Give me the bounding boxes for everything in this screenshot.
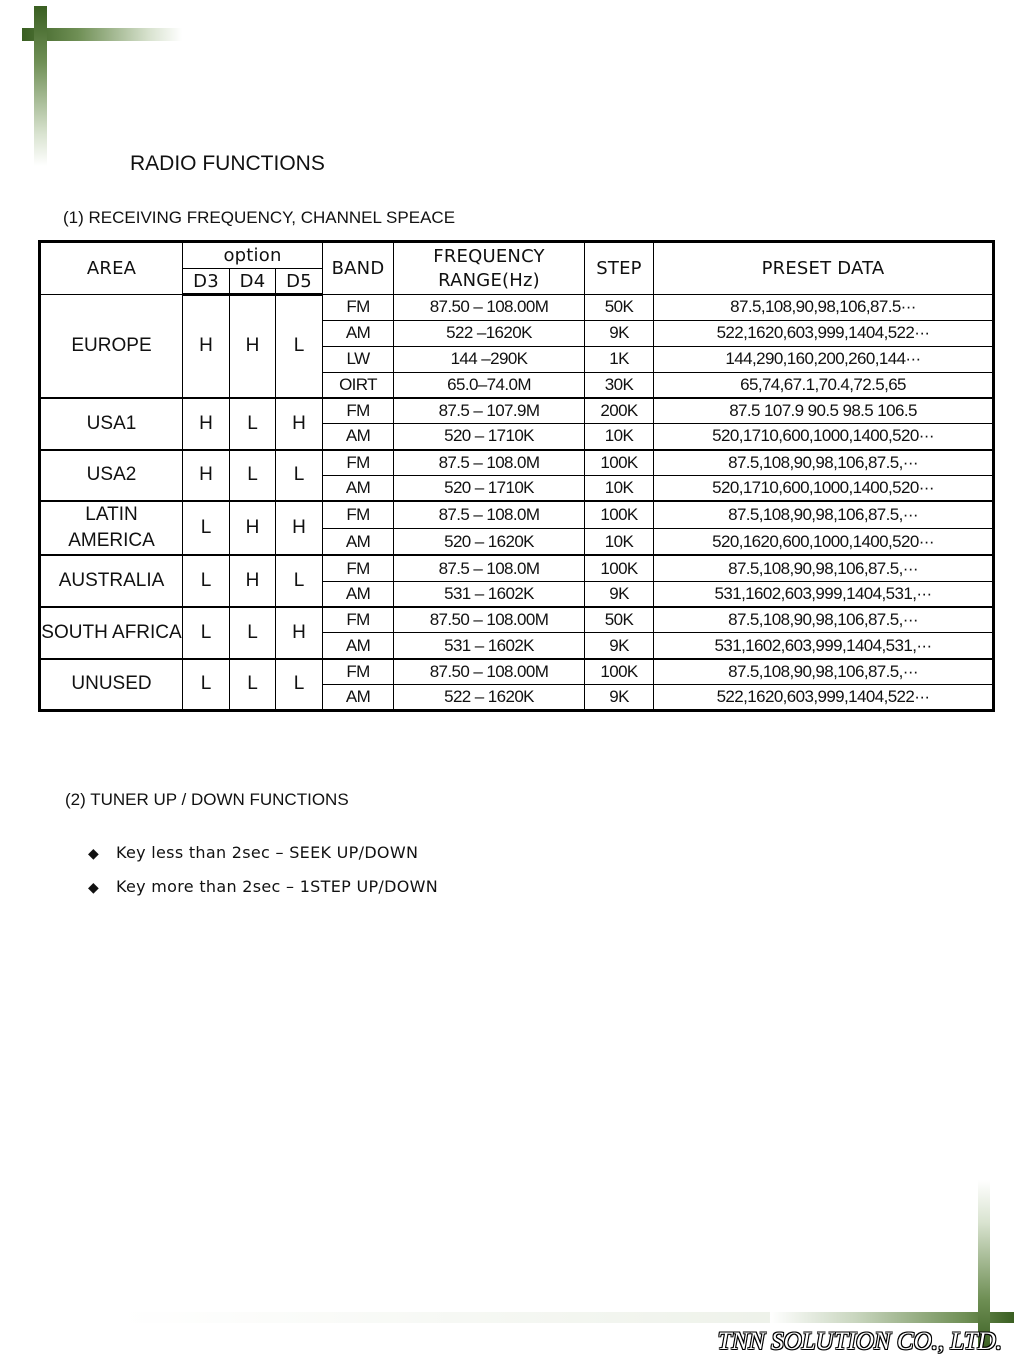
option-d5-cell: H [276, 398, 323, 450]
bullet-item [88, 843, 418, 862]
diamond-bullet-icon: ◆ [88, 846, 100, 862]
band-cell: AM [323, 581, 394, 607]
area-cell: EUROPE [40, 295, 183, 398]
bullet-text: Key more than 2sec – 1STEP UP/DOWN [116, 877, 439, 896]
option-d5-cell: L [276, 450, 323, 502]
preset-data-cell: 520,1710,600,1000,1400,520··· [654, 424, 994, 450]
header-frequency-line2: RANGE(Hz) [438, 269, 540, 291]
bullet-text: Key less than 2sec – SEEK UP/DOWN [116, 843, 419, 862]
bottom-rule-fade [120, 1312, 770, 1323]
table-row [40, 295, 994, 321]
option-d4-cell: L [230, 659, 276, 711]
header-d5: D5 [276, 269, 323, 295]
preset-data-cell: 531,1602,603,999,1404,531,··· [654, 633, 994, 659]
band-cell: AM [323, 475, 394, 501]
band-cell: AM [323, 633, 394, 659]
header-frequency-range [394, 242, 585, 295]
band-cell: LW [323, 346, 394, 372]
option-d5-cell: L [276, 295, 323, 398]
header-band: BAND [323, 242, 394, 295]
preset-data-cell: 87.5,108,90,98,106,87.5,··· [654, 607, 994, 633]
header-d4: D4 [230, 269, 276, 295]
preset-data-cell: 531,1602,603,999,1404,531,··· [654, 581, 994, 607]
band-cell: AM [323, 685, 394, 711]
frequency-range-cell: 87.50 – 108.00M [394, 295, 585, 321]
area-cell: AUSTRALIA [40, 555, 183, 607]
option-d4-cell: H [230, 295, 276, 398]
band-cell: FM [323, 398, 394, 424]
header-option: option [183, 242, 323, 269]
option-d4-cell: H [230, 555, 276, 607]
option-d4-cell: L [230, 607, 276, 659]
option-d5-cell: L [276, 659, 323, 711]
header-d3: D3 [183, 269, 230, 295]
frequency-range-cell: 522 –1620K [394, 320, 585, 346]
frequency-range-cell: 87.5 – 108.0M [394, 450, 585, 476]
table-row [40, 607, 994, 633]
option-d3-cell: H [183, 450, 230, 502]
section-heading-tuner-functions: (2) TUNER UP / DOWN FUNCTIONS [65, 790, 349, 809]
preset-data-cell: 87.5,108,90,98,106,87.5,··· [654, 450, 994, 476]
band-cell: AM [323, 528, 394, 555]
step-cell: 9K [585, 685, 654, 711]
corner-decoration-bottom-right-vertical [978, 1180, 990, 1350]
band-cell: AM [323, 320, 394, 346]
preset-data-cell: 520,1620,600,1000,1400,520··· [654, 528, 994, 555]
company-footer: TNN SOLUTION CO., LTD. [717, 1328, 1002, 1355]
band-cell: OIRT [323, 372, 394, 398]
page-title: RADIO FUNCTIONS [130, 152, 325, 175]
option-d3-cell: H [183, 295, 230, 398]
option-d3-cell: L [183, 607, 230, 659]
table-row [40, 450, 994, 476]
step-cell: 200K [585, 398, 654, 424]
frequency-range-cell: 65.0–74.0M [394, 372, 585, 398]
band-cell: FM [323, 450, 394, 476]
step-cell: 1K [585, 346, 654, 372]
step-cell: 10K [585, 528, 654, 555]
frequency-range-cell: 87.5 – 108.0M [394, 555, 585, 581]
area-cell: UNUSED [40, 659, 183, 711]
band-cell: FM [323, 295, 394, 321]
option-d4-cell: L [230, 450, 276, 502]
frequency-range-cell: 87.5 – 108.0M [394, 501, 585, 528]
table-row [40, 555, 994, 581]
step-cell: 30K [585, 372, 654, 398]
frequency-range-cell: 531 – 1602K [394, 633, 585, 659]
preset-data-cell: 520,1710,600,1000,1400,520··· [654, 475, 994, 501]
diamond-bullet-icon: ◆ [88, 880, 100, 896]
preset-data-cell: 522,1620,603,999,1404,522··· [654, 685, 994, 711]
band-cell: FM [323, 501, 394, 528]
table-row [40, 398, 994, 424]
header-area: AREA [40, 242, 183, 295]
option-d5-cell: H [276, 501, 323, 555]
preset-data-cell: 87.5,108,90,98,106,87.5,··· [654, 501, 994, 528]
step-cell: 100K [585, 555, 654, 581]
table-row [40, 659, 994, 685]
frequency-range-cell: 520 – 1710K [394, 475, 585, 501]
band-cell: FM [323, 607, 394, 633]
frequency-range-cell: 520 – 1620K [394, 528, 585, 555]
table-row [40, 501, 994, 528]
preset-data-cell: 522,1620,603,999,1404,522··· [654, 320, 994, 346]
step-cell: 10K [585, 424, 654, 450]
step-cell: 9K [585, 320, 654, 346]
bullet-item [88, 877, 438, 896]
preset-data-cell: 87.5 107.9 90.5 98.5 106.5 [654, 398, 994, 424]
header-preset-data: PRESET DATA [654, 242, 994, 295]
frequency-table [38, 240, 995, 712]
option-d3-cell: L [183, 555, 230, 607]
option-d5-cell: H [276, 607, 323, 659]
option-d4-cell: H [230, 501, 276, 555]
preset-data-cell: 144,290,160,200,260,144··· [654, 346, 994, 372]
step-cell: 10K [585, 475, 654, 501]
header-frequency-line1: FREQUENCY [433, 245, 545, 267]
frequency-range-cell: 87.50 – 108.00M [394, 659, 585, 685]
step-cell: 9K [585, 581, 654, 607]
preset-data-cell: 87.5,108,90,98,106,87.5,··· [654, 555, 994, 581]
frequency-range-cell: 144 –290K [394, 346, 585, 372]
step-cell: 100K [585, 659, 654, 685]
area-cell: SOUTH AFRICA [40, 607, 183, 659]
section-heading-receiving-frequency: (1) RECEIVING FREQUENCY, CHANNEL SPEACE [63, 208, 456, 227]
step-cell: 9K [585, 633, 654, 659]
band-cell: FM [323, 555, 394, 581]
header-step: STEP [585, 242, 654, 295]
option-d3-cell: L [183, 659, 230, 711]
option-d5-cell: L [276, 555, 323, 607]
step-cell: 100K [585, 450, 654, 476]
frequency-range-cell: 520 – 1710K [394, 424, 585, 450]
corner-decoration-top-left-vertical [34, 6, 47, 166]
frequency-range-cell: 87.5 – 107.9M [394, 398, 585, 424]
band-cell: AM [323, 424, 394, 450]
step-cell: 50K [585, 295, 654, 321]
preset-data-cell: 65,74,67.1,70.4,72.5,65 [654, 372, 994, 398]
option-d4-cell: L [230, 398, 276, 450]
frequency-range-cell: 87.50 – 108.00M [394, 607, 585, 633]
step-cell: 100K [585, 501, 654, 528]
preset-data-cell: 87.5,108,90,98,106,87.5,··· [654, 659, 994, 685]
area-cell: LATIN AMERICA [40, 501, 183, 555]
step-cell: 50K [585, 607, 654, 633]
option-d3-cell: H [183, 398, 230, 450]
frequency-range-cell: 522 – 1620K [394, 685, 585, 711]
frequency-range-cell: 531 – 1602K [394, 581, 585, 607]
band-cell: FM [323, 659, 394, 685]
option-d3-cell: L [183, 501, 230, 555]
area-cell: USA1 [40, 398, 183, 450]
area-cell: USA2 [40, 450, 183, 502]
frequency-table-body [40, 295, 994, 711]
preset-data-cell: 87.5,108,90,98,106,87.5··· [654, 295, 994, 321]
